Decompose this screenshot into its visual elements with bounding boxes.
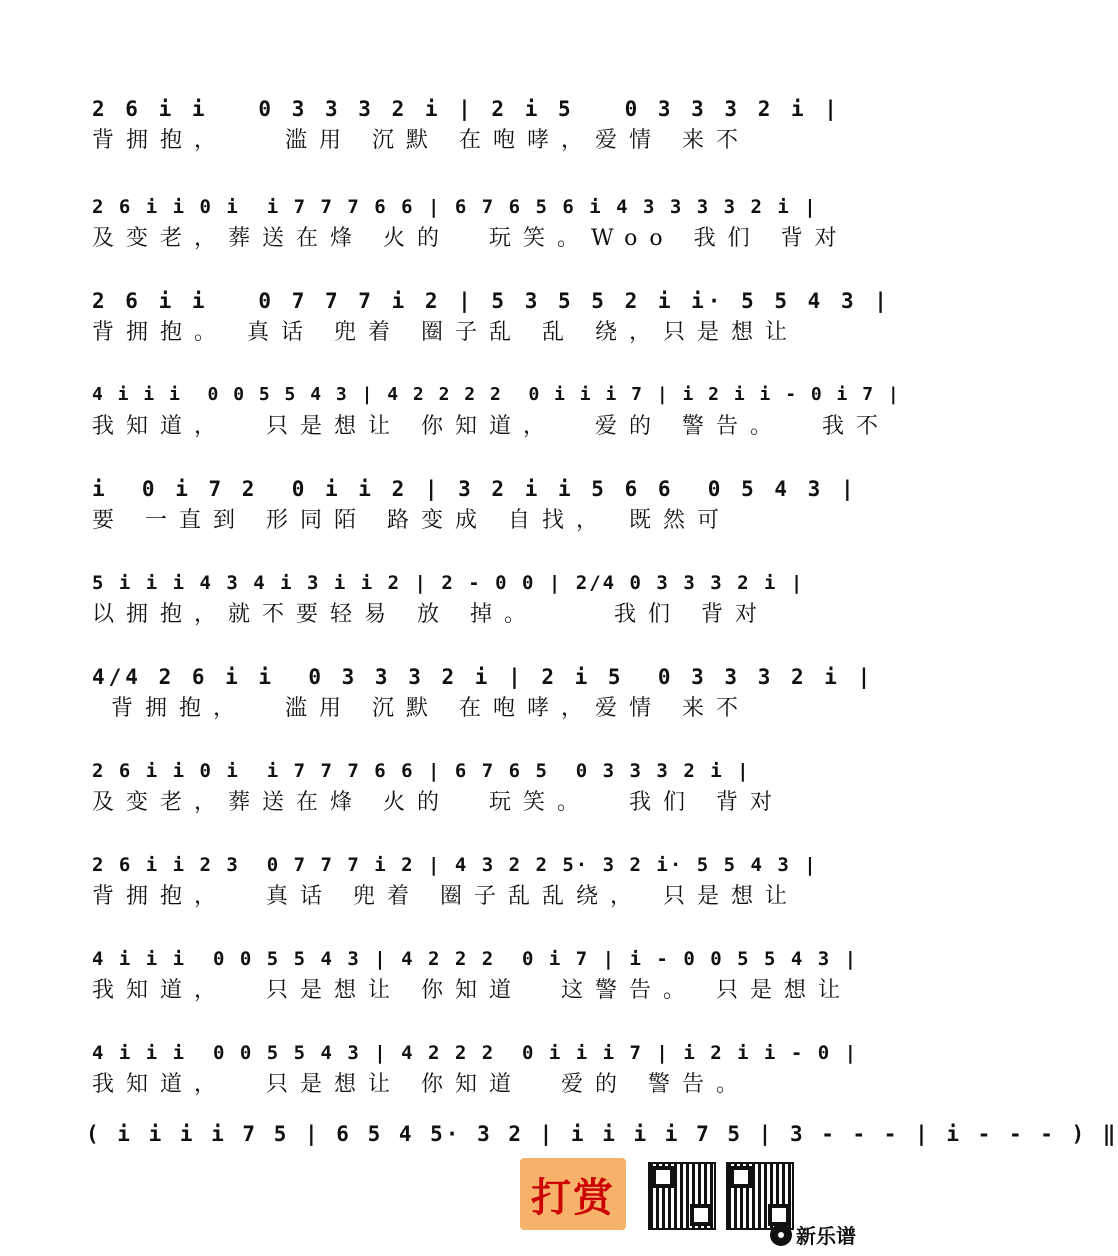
notation-line: 2 6 i i 2 3 0 7 7 7 i 2 | 4 3 2 2 5· 3 2 i· 5 5 4 3 | <box>92 854 818 876</box>
lyrics-line: 要 一直到 形同陌 路变成 自找， 既然可 <box>92 508 731 533</box>
interlude-line: ( i i i i 7 5 | 6 5 4 5· 3 2 | i i i i 7 5 | 3 - - - | i - - - ) ‖ <box>86 1122 1118 1146</box>
lyrics-line: 及变老，葬送在烽 火的 玩笑。Woo 我们 背对 <box>92 226 849 251</box>
notation-line: 2 6 i i 0 i i 7 7 7 6 6 | 6 7 6 5 0 3 3 3 2 i | <box>92 760 751 782</box>
lyrics-line: 背拥抱。 真话 兜着 圈子乱 乱 绕，只是想让 <box>92 320 799 345</box>
notation-line: 4 i i i 0 0 5 5 4 3 | 4 2 2 2 2 0 i i i 7 | i 2 i i - 0 i 7 | <box>92 384 901 405</box>
notation-line: 2 6 i i 0 7 7 7 i 2 | 5 3 5 5 2 i i· 5 5 4 3 | <box>92 289 891 313</box>
notation-line: i 0 i 7 2 0 i i 2 | 3 2 i i 5 6 6 0 5 4 3 | <box>92 477 858 501</box>
notation-line: 4 i i i 0 0 5 5 4 3 | 4 2 2 2 0 i i i 7 | i 2 i i - 0 | <box>92 1042 859 1064</box>
notation-line: 4/4 2 6 i i 0 3 3 3 2 i | 2 i 5 0 3 3 3 2 i | <box>92 665 875 689</box>
lyrics-line: 背拥抱， 滥用 沉默 在咆哮，爱情 来不 <box>92 696 750 721</box>
lyrics-line: 我知道， 只是想让 你知道， 爱的 警告。 我不 <box>92 414 890 439</box>
lyrics-line: 背拥抱， 真话 兜着 圈子乱乱绕， 只是想让 <box>92 884 799 909</box>
notation-line: 2 6 i i 0 3 3 3 2 i | 2 i 5 0 3 3 3 2 i | <box>92 97 841 121</box>
logo-text: 新乐谱 <box>796 1224 856 1248</box>
notation-line: 2 6 i i 0 i i 7 7 7 6 6 | 6 7 6 5 6 i 4 3 3 3 3 2 i | <box>92 196 818 218</box>
lyrics-line: 以拥抱，就不要轻易 放 掉。 我们 背对 <box>92 602 769 627</box>
qr-code-icon <box>648 1162 716 1230</box>
notation-line: 4 i i i 0 0 5 5 4 3 | 4 2 2 2 0 i 7 | i - 0 0 5 5 4 3 | <box>92 948 859 970</box>
donate-button[interactable]: 打赏 <box>520 1158 626 1230</box>
site-logo <box>770 1220 856 1249</box>
lyrics-line: 及变老，葬送在烽 火的 玩笑。 我们 背对 <box>92 790 784 815</box>
notation-line: 5 i i i 4 3 4 i 3 i i 2 | 2 - 0 0 | 2/4 0 3 3 3 2 i | <box>92 572 805 594</box>
lyrics-line: 背拥抱， 滥用 沉默 在咆哮，爱情 来不 <box>92 128 750 153</box>
music-disc-icon <box>770 1224 792 1246</box>
lyrics-line: 我知道， 只是想让 你知道 爱的 警告。 <box>92 1072 750 1097</box>
lyrics-line: 我知道， 只是想让 你知道 这警告。 只是想让 <box>92 978 852 1003</box>
